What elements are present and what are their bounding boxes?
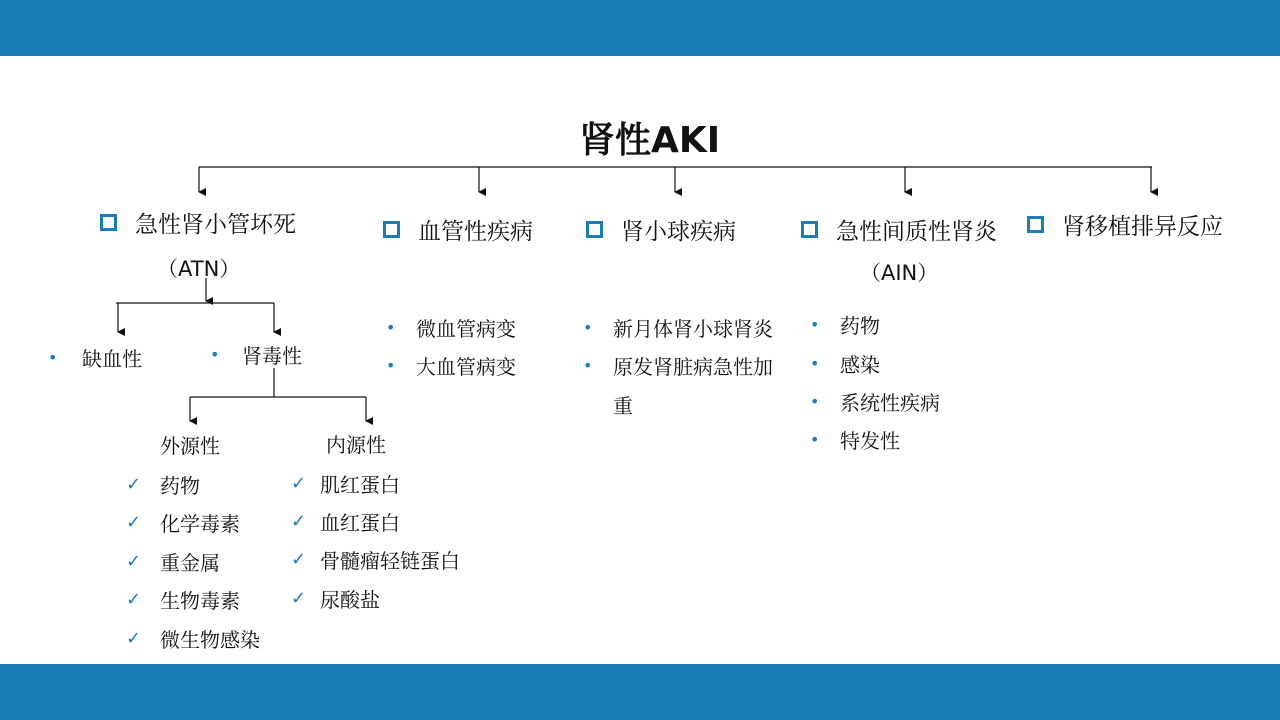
list-item — [126, 470, 200, 499]
diagram-title: 肾性AKI — [579, 120, 721, 161]
hollow-square-icon — [586, 221, 603, 238]
list-item-label: 生物毒素 — [160, 589, 240, 613]
list-item — [386, 351, 516, 380]
list-item — [291, 469, 400, 498]
category-atn — [100, 206, 296, 239]
category-ain — [801, 213, 997, 246]
list-item — [291, 507, 400, 536]
hollow-square-icon — [383, 221, 400, 238]
list-item-label: 药物 — [160, 474, 200, 498]
dot-icon: • — [48, 348, 58, 367]
category-rejection-label: 肾移植排异反应 — [1062, 214, 1223, 240]
list-item-label: 新月体肾小球肾炎 — [613, 317, 773, 341]
checkmark-icon: ✓ — [126, 589, 142, 610]
checkmark-icon: ✓ — [126, 474, 142, 495]
checkmark-icon: ✓ — [126, 512, 142, 533]
list-item-label: 系统性疾病 — [840, 391, 940, 415]
category-ain-label: 急性间质性肾炎 — [836, 219, 997, 245]
category-rejection — [1027, 208, 1223, 241]
category-atn-label: 急性肾小管坏死 — [135, 212, 296, 238]
hollow-square-icon — [100, 214, 117, 231]
atn-nephrotoxic — [210, 340, 302, 369]
category-glomerular-label: 肾小球疾病 — [621, 219, 736, 245]
list-item — [583, 351, 773, 380]
list-item — [810, 425, 900, 454]
list-item-label: 肌红蛋白 — [320, 473, 400, 497]
category-atn-abbrev: （ATN） — [157, 257, 241, 281]
dot-icon: • — [583, 318, 593, 337]
list-item-label: 特发性 — [840, 429, 900, 453]
category-vascular-label: 血管性疾病 — [418, 219, 533, 245]
list-item-label: 尿酸盐 — [320, 588, 380, 612]
hollow-square-icon — [801, 221, 818, 238]
atn-ischemic — [48, 343, 142, 372]
list-item — [810, 387, 940, 416]
dot-icon: • — [810, 392, 820, 411]
checkmark-icon: ✓ — [291, 549, 307, 570]
category-glomerular — [586, 213, 736, 246]
checkmark-icon: ✓ — [126, 551, 142, 572]
dot-icon: • — [583, 356, 593, 375]
hollow-square-icon — [1027, 216, 1044, 233]
list-item — [126, 547, 220, 576]
list-item-label: 大血管病变 — [416, 355, 516, 379]
dot-icon: • — [810, 315, 820, 334]
list-item-label: 化学毒素 — [160, 512, 240, 536]
list-item-label: 微血管病变 — [416, 317, 516, 341]
exogenous-label: 外源性 — [160, 434, 220, 458]
dot-icon: • — [386, 318, 396, 337]
dot-icon: • — [810, 354, 820, 373]
list-item — [126, 624, 260, 653]
category-ain-abbrev: （AIN） — [860, 261, 939, 285]
list-item-label: 骨髓瘤轻链蛋白 — [320, 549, 460, 573]
endogenous-label: 内源性 — [326, 433, 386, 457]
checkmark-icon: ✓ — [126, 628, 142, 649]
category-vascular — [383, 213, 533, 246]
list-item — [810, 310, 880, 339]
list-item-label: 微生物感染 — [160, 628, 260, 652]
list-item-label: 感染 — [840, 353, 880, 377]
list-item — [126, 585, 240, 614]
atn-ischemic-label: 缺血性 — [82, 347, 142, 371]
list-item-label: 原发肾脏病急性加 — [613, 355, 773, 379]
list-item-label: 重金属 — [160, 551, 220, 575]
list-item-label: 药物 — [840, 314, 880, 338]
checkmark-icon: ✓ — [291, 588, 307, 609]
dot-icon: • — [210, 345, 220, 364]
checkmark-icon: ✓ — [291, 511, 307, 532]
list-item — [291, 584, 380, 613]
list-item — [126, 508, 240, 537]
dot-icon: • — [810, 430, 820, 449]
list-item — [291, 545, 460, 574]
list-item — [583, 313, 773, 342]
list-item-label: 血红蛋白 — [320, 511, 400, 535]
checkmark-icon: ✓ — [291, 473, 307, 494]
list-item-continuation: 重 — [613, 394, 633, 418]
list-item — [810, 349, 880, 378]
list-item — [386, 313, 516, 342]
dot-icon: • — [386, 356, 396, 375]
atn-nephrotoxic-label: 肾毒性 — [242, 344, 302, 368]
